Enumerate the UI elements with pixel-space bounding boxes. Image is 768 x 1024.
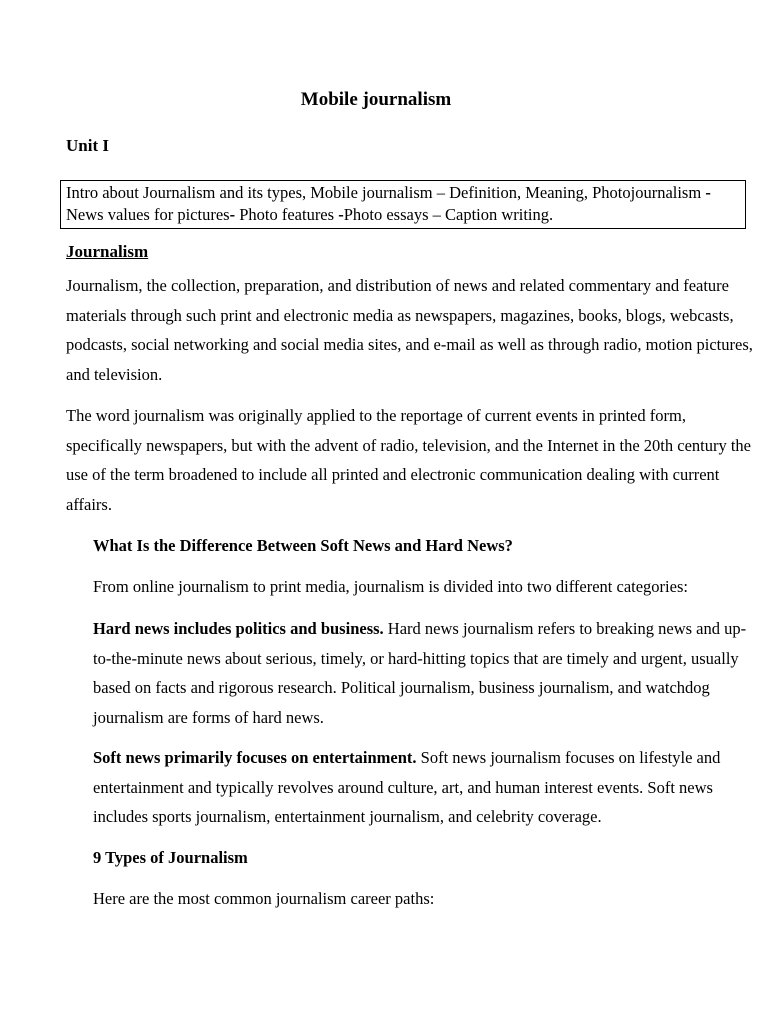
syllabus-text-part1: Intro about Journalism and its types, Mobile journalism – Definition, Meaning, Photojournalism xyxy=(66,183,706,202)
page-title: Mobile journalism xyxy=(300,89,452,110)
paragraph-hard-news xyxy=(93,614,758,732)
soft-news-lead: Soft news primarily focuses on entertainment. xyxy=(93,748,417,767)
syllabus-text-part4: Photo essays – Caption writing. xyxy=(343,205,554,224)
syllabus-dash-3: - xyxy=(338,205,344,224)
syllabus-dash-1: - xyxy=(705,183,711,202)
syllabus-dash-2: - xyxy=(229,205,236,224)
section-heading-journalism: Journalism xyxy=(66,242,149,261)
paragraph-career-paths-intro: Here are the most common journalism career paths: xyxy=(93,889,435,908)
subheading-types-of-journalism: 9 Types of Journalism xyxy=(93,848,248,867)
syllabus-box xyxy=(60,180,746,229)
paragraph-soft-news xyxy=(93,743,758,832)
syllabus-text-part2: News values for pictures xyxy=(66,205,230,224)
subheading-soft-vs-hard-news: What Is the Difference Between Soft News and Hard News? xyxy=(93,536,513,555)
hard-news-body: Hard news journalism refers to breaking news and up-to-the-minute news about serious, timely, or hard-hitting topics that are timely and urgent, usually based on facts and rigorous research. Political journalism, business journalism, and watchdog journalism are forms of hard news. xyxy=(93,619,747,727)
paragraph-categories-intro: From online journalism to print media, journalism is divided into two different categories: xyxy=(93,577,688,596)
paragraph-journalism-origin: The word journalism was originally applied to the reportage of current events in printed form, specifically newspapers, but with the advent of radio, television, and the Internet in the 20th century the use of the term broadened to include all printed and electronic communication dealing with current affairs. xyxy=(66,406,751,514)
unit-heading: Unit I xyxy=(66,136,109,155)
paragraph-journalism-definition: Journalism, the collection, preparation, and distribution of news and related commentary and feature materials through such print and electronic media as newspapers, magazines, books, blogs, webcasts, podcasts, social networking and social media sites, and e-mail as well as through radio, motion pictures, and television. xyxy=(66,276,753,384)
syllabus-text-part3: Photo features xyxy=(235,205,339,224)
soft-news-body: Soft news journalism focuses on lifestyle and entertainment and typically revolves around culture, art, and human interest events. Soft news includes sports journalism, entertainment journalism, and celebrity coverage. xyxy=(93,748,721,826)
hard-news-lead: Hard news includes politics and business. xyxy=(93,619,384,638)
